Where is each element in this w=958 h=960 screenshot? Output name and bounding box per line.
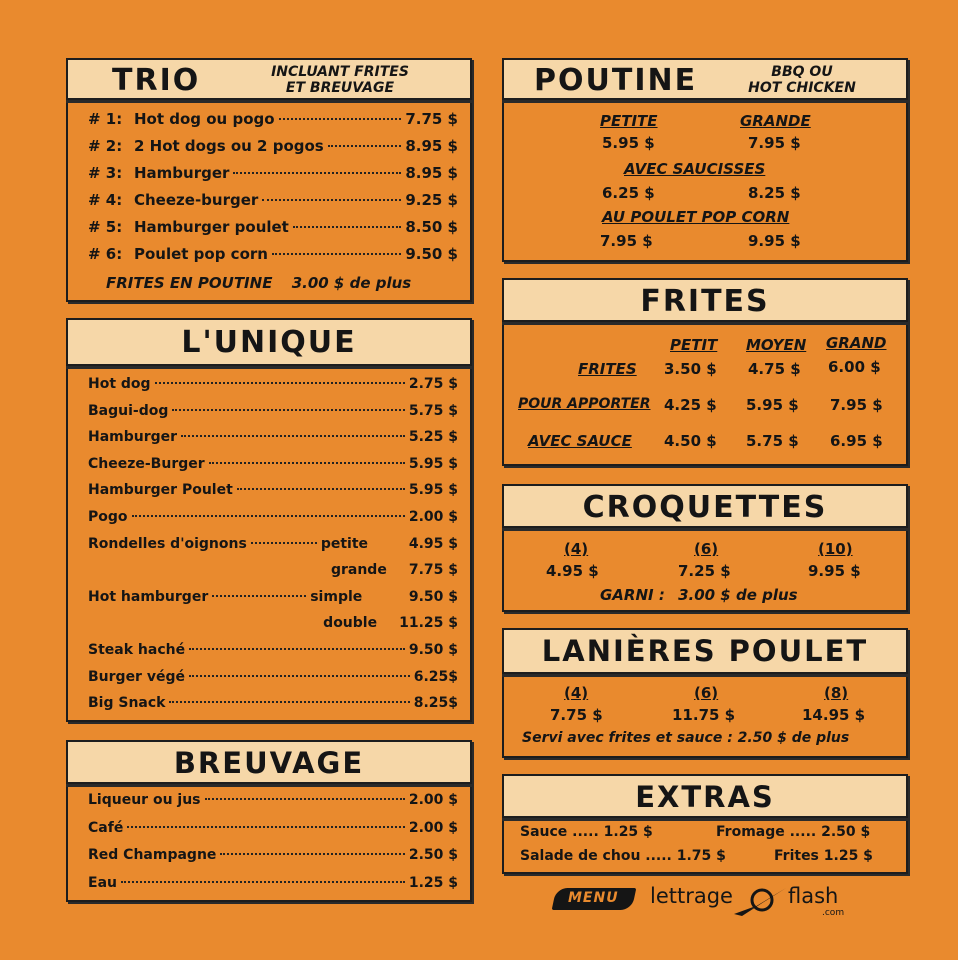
breuvage-row-price: 2.00 $ [408, 819, 458, 836]
leader-dots [220, 853, 404, 855]
lanieres-header [502, 628, 908, 674]
trio-note [106, 274, 411, 292]
breuvage-panel [66, 740, 472, 902]
poutine-panel [502, 58, 908, 262]
poutine-title: POUTINE [534, 63, 698, 98]
frites-col-moyen: MOYEN [746, 336, 807, 354]
leader-dots [272, 253, 401, 255]
trio-row [88, 137, 458, 155]
leader-dots [169, 701, 409, 703]
unique-panel [66, 318, 472, 722]
croquettes-note-value: 3.00 $ de plus [678, 586, 798, 604]
leader-dots [209, 462, 405, 464]
breuvage-row-name: Café [88, 819, 124, 836]
breuvage-row [88, 875, 458, 891]
frites-price: 4.50 $ [664, 432, 717, 450]
unique-row [88, 589, 458, 605]
poutine-base-grande: 7.95 $ [748, 134, 801, 152]
unique-row [88, 376, 458, 392]
trio-row [88, 218, 458, 236]
trio-row-number: # 6: [88, 245, 123, 263]
frites-title: FRITES [640, 284, 770, 319]
trio-panel [66, 58, 472, 302]
poutine-header [502, 58, 908, 100]
poutine-subtitle-line1: BBQ OU [771, 64, 833, 80]
leader-dots [328, 145, 402, 147]
unique-row-price: 2.00 $ [408, 509, 458, 525]
leader-dots [262, 199, 401, 201]
lanieres-note: Servi avec frites et sauce : 2.50 $ de plus [522, 730, 850, 746]
croquettes-size: (10) [818, 540, 853, 558]
leader-dots [189, 648, 405, 650]
croquettes-title: CROQUETTES [582, 490, 828, 525]
frites-price: 7.95 $ [830, 396, 883, 414]
lanieres-title: LANIÈRES POULET [541, 634, 869, 668]
unique-row [88, 403, 458, 419]
trio-row [88, 110, 458, 128]
croquettes-header [502, 484, 908, 528]
leader-dots [293, 226, 401, 228]
croquettes-note-label: GARNI : [600, 586, 665, 604]
lanieres-size: (8) [824, 684, 849, 702]
unique-row-price: 5.75 $ [408, 402, 458, 419]
leader-dots [212, 595, 306, 597]
unique-title: L'UNIQUE [181, 325, 357, 360]
lanieres-price: 7.75 $ [550, 706, 603, 724]
brand-name-part1: lettrage [650, 884, 733, 908]
poutine-saucisses-label: AVEC SAUCISSES [624, 160, 766, 178]
extras-fromage: Fromage ..... 2.50 $ [716, 824, 871, 840]
breuvage-row [88, 847, 458, 863]
unique-row-price: 7.75 $ [408, 562, 458, 579]
lanieres-size: (4) [564, 684, 589, 702]
leader-dots [279, 118, 402, 120]
trio-row [88, 245, 458, 263]
leader-dots [132, 515, 405, 517]
trio-note-value: 3.00 $ de plus [291, 274, 412, 292]
unique-row-price: 5.95 $ [408, 455, 458, 472]
lanieres-panel [502, 628, 908, 758]
croquettes-price: 4.95 $ [546, 562, 599, 580]
extras-salade: Salade de chou ..... 1.75 $ [520, 848, 726, 864]
brand-domain: .com [822, 908, 845, 918]
croquettes-note [600, 586, 798, 604]
poutine-col-grande: GRANDE [740, 112, 811, 130]
unique-row-price: 2.75 $ [408, 376, 458, 392]
frites-row-label: POUR APPORTER [518, 396, 651, 412]
unique-row-name: Hamburger [88, 429, 178, 446]
unique-row-price: 11.25 $ [399, 615, 458, 632]
leader-dots [121, 881, 405, 883]
trio-row-name: Poulet pop corn [134, 245, 268, 263]
unique-row-price: 5.95 $ [408, 482, 458, 499]
leader-dots [127, 826, 405, 828]
trio-row-number: # 5: [88, 218, 123, 236]
poutine-saucisses-grande: 8.25 $ [748, 184, 801, 202]
frites-col-petit: PETIT [670, 336, 718, 354]
unique-row-price: 9.50 $ [408, 588, 458, 605]
frites-price: 6.95 $ [830, 432, 883, 450]
breuvage-header [66, 740, 472, 784]
unique-row [88, 669, 458, 685]
unique-row-price: 5.25 $ [408, 429, 458, 446]
unique-row-size: simple [310, 588, 363, 605]
poutine-col-petite: PETITE [600, 112, 658, 130]
trio-row-name: 2 Hot dogs ou 2 pogos [134, 137, 324, 155]
unique-row-price: 9.50 $ [408, 642, 458, 658]
poutine-subtitle [714, 64, 890, 96]
unique-row-name: Hot hamburger [88, 588, 209, 605]
unique-row-price: 8.25$ [413, 695, 458, 712]
breuvage-row-name: Liqueur ou jus [88, 792, 201, 808]
leader-dots [189, 675, 410, 677]
leader-dots [233, 172, 401, 174]
trio-row-price: 8.50 $ [405, 218, 458, 236]
unique-row [88, 642, 458, 658]
menu-badge-label: MENU [568, 890, 619, 906]
unique-row [88, 509, 458, 525]
trio-row-name: Hot dog ou pogo [134, 110, 275, 128]
croquettes-panel [502, 484, 908, 612]
unique-row [88, 615, 458, 631]
unique-row-name: Burger végé [88, 668, 185, 685]
trio-title: TRIO [112, 63, 201, 98]
unique-row-size: petite [320, 535, 369, 552]
trio-row-number: # 4: [88, 191, 123, 209]
frites-price: 3.50 $ [664, 360, 717, 378]
frites-panel [502, 278, 908, 466]
unique-row-name: Steak haché [88, 642, 186, 658]
unique-row [88, 536, 458, 552]
leader-dots [172, 409, 404, 411]
lightning-logo-icon [730, 884, 790, 920]
poutine-popcorn-label: AU POULET POP CORN [602, 208, 790, 226]
unique-row-name: Cheeze-Burger [88, 455, 205, 472]
extras-header [502, 774, 908, 818]
frites-row-label: AVEC SAUCE [528, 432, 632, 450]
unique-row-name: Big Snack [88, 695, 166, 712]
trio-subtitle [240, 64, 440, 96]
breuvage-row [88, 820, 458, 836]
poutine-popcorn-petite: 7.95 $ [600, 232, 653, 250]
trio-note-label: FRITES EN POUTINE [106, 274, 273, 292]
unique-header [66, 318, 472, 366]
breuvage-row [88, 792, 458, 808]
croquettes-size: (6) [694, 540, 719, 558]
poutine-subtitle-line2: HOT CHICKEN [748, 80, 856, 96]
breuvage-row-price: 2.50 $ [408, 847, 458, 863]
breuvage-row-name: Red Champagne [88, 847, 217, 863]
frites-price: 4.25 $ [664, 396, 717, 414]
trio-header [66, 58, 472, 100]
leader-dots [181, 435, 405, 437]
trio-subtitle-line1: INCLUANT FRITES [271, 64, 409, 80]
unique-row [88, 562, 458, 578]
breuvage-title: BREUVAGE [173, 746, 365, 780]
trio-row-price: 9.25 $ [405, 191, 458, 209]
breuvage-row-price: 1.25 $ [408, 874, 458, 891]
frites-price: 4.75 $ [748, 360, 801, 378]
footer-logo [554, 884, 854, 924]
trio-subtitle-line2: ET BREUVAGE [285, 80, 395, 96]
trio-row-number: # 2: [88, 137, 123, 155]
trio-row-name: Hamburger poulet [134, 218, 289, 236]
trio-row-number: # 3: [88, 164, 123, 182]
unique-row [88, 695, 458, 711]
trio-row-price: 8.95 $ [405, 137, 458, 155]
lanieres-price: 11.75 $ [672, 706, 736, 724]
brand-name-part2: flash [788, 884, 839, 908]
trio-row-name: Hamburger [134, 164, 230, 182]
frites-row-label: FRITES [578, 360, 637, 378]
frites-price: 6.00 $ [828, 358, 881, 376]
unique-row [88, 456, 458, 472]
leader-dots [205, 798, 405, 800]
croquettes-price: 9.95 $ [808, 562, 861, 580]
unique-row-name: Hamburger Poulet [88, 482, 233, 499]
trio-row-price: 8.95 $ [405, 164, 458, 182]
breuvage-row-price: 2.00 $ [408, 792, 458, 808]
frites-header [502, 278, 908, 322]
leader-dots [251, 542, 317, 544]
trio-row [88, 164, 458, 182]
trio-row [88, 191, 458, 209]
extras-frites: Frites 1.25 $ [774, 848, 873, 864]
croquettes-price: 7.25 $ [678, 562, 731, 580]
frites-col-grand: GRAND [826, 334, 887, 352]
unique-row-price: 4.95 $ [408, 535, 458, 552]
unique-row-name: Rondelles d'oignons [88, 535, 247, 552]
unique-row [88, 482, 458, 498]
frites-price: 5.95 $ [746, 396, 799, 414]
unique-row [88, 429, 458, 445]
frites-price: 5.75 $ [746, 432, 799, 450]
lanieres-price: 14.95 $ [802, 706, 866, 724]
leader-dots [237, 488, 405, 490]
lanieres-size: (6) [694, 684, 719, 702]
trio-row-price: 9.50 $ [405, 245, 458, 263]
poutine-popcorn-grande: 9.95 $ [748, 232, 801, 250]
unique-row-name: Bagui-dog [88, 402, 169, 419]
unique-row-name: Pogo [88, 509, 128, 525]
extras-sauce: Sauce ..... 1.25 $ [520, 824, 653, 840]
poutine-base-petite: 5.95 $ [602, 134, 655, 152]
unique-row-size: grande [330, 562, 387, 579]
trio-row-number: # 1: [88, 110, 123, 128]
extras-panel [502, 774, 908, 874]
trio-row-price: 7.75 $ [405, 110, 458, 128]
poutine-saucisses-petite: 6.25 $ [602, 184, 655, 202]
croquettes-size: (4) [564, 540, 589, 558]
extras-title: EXTRAS [635, 780, 775, 814]
unique-row-size: double [323, 615, 378, 632]
trio-row-name: Cheeze-burger [134, 191, 259, 209]
leader-dots [155, 382, 405, 384]
unique-row-name: Hot dog [88, 376, 151, 392]
breuvage-row-name: Eau [88, 874, 117, 891]
unique-row-price: 6.25$ [413, 668, 458, 685]
